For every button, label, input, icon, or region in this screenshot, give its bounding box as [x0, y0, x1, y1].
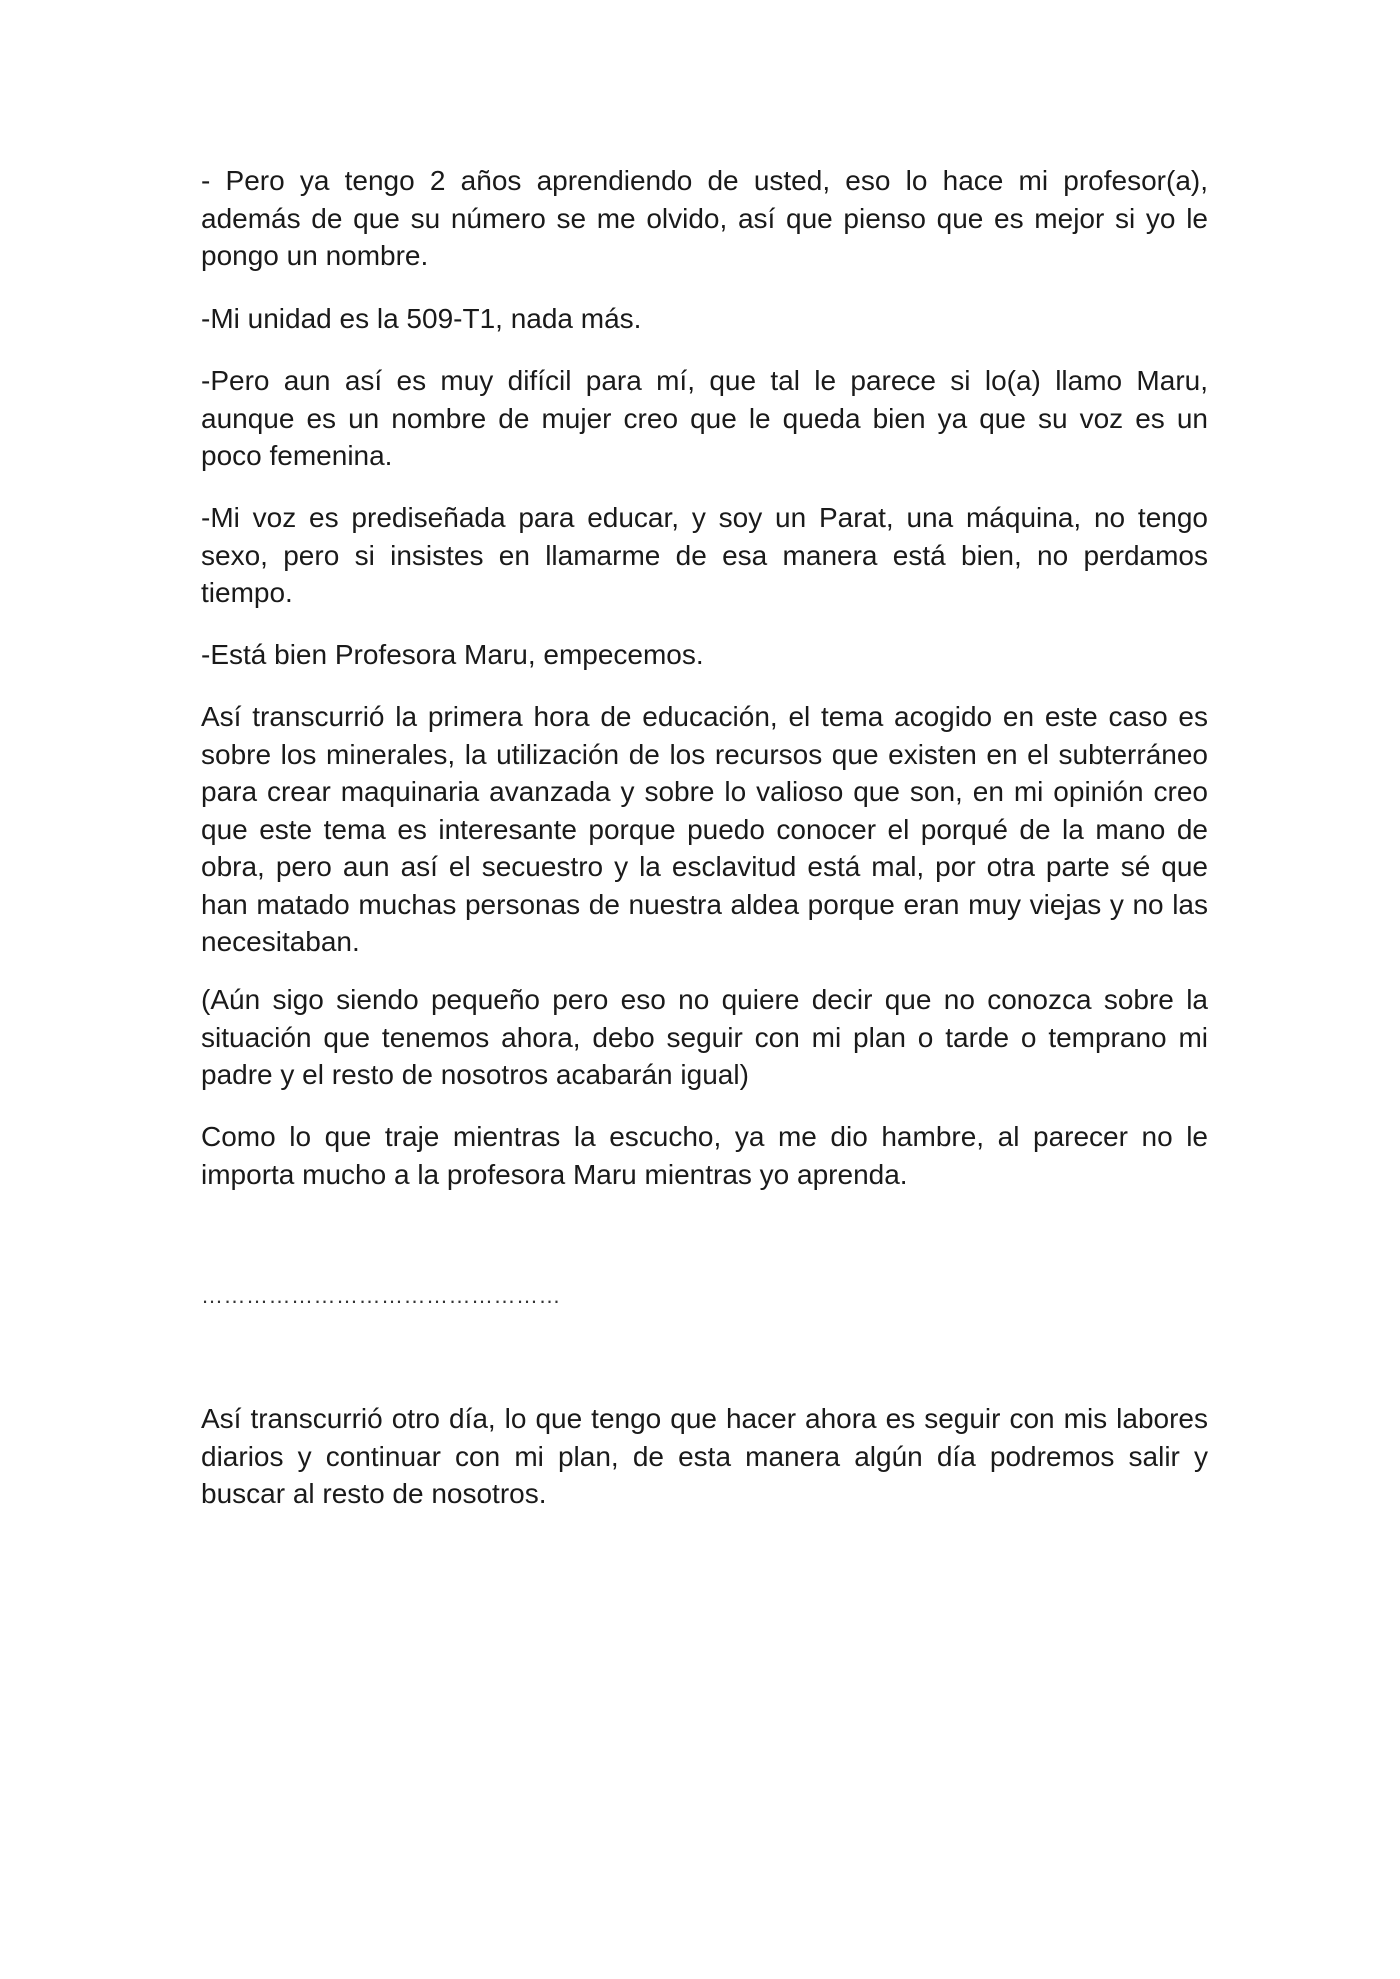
paragraph-2: -Mi unidad es la 509-T1, nada más. — [201, 303, 642, 334]
paragraph-3: -Pero aun así es muy difícil para mí, que tal le parece si lo(a) llamo Maru, aunque es un nombre de mujer creo que le queda bien ya que su voz es un poco femenina. — [201, 365, 1208, 471]
paragraph-4: -Mi voz es prediseñada para educar, y soy un Parat, una máquina, no tengo sexo, pero si insistes en llamarme de esa manera está bien, no perdamos tiempo. — [201, 502, 1208, 608]
paragraph-1: - Pero ya tengo 2 años aprendiendo de usted, eso lo hace mi profesor(a), además de que su número se me olvido, así que pienso que es mejor si yo le pongo un nombre. — [201, 165, 1208, 271]
paragraph-5: -Está bien Profesora Maru, empecemos. — [201, 639, 704, 670]
paragraph-6: Así transcurrió la primera hora de educación, el tema acogido en este caso es sobre los minerales, la utilización de los recursos que existen en el subterráneo para crear maquinaria avanzada y sobre lo valioso que son, en mi opinión creo que este tema es interesante porque puedo conocer el porqué de la mano de obra, pero aun así el secuestro y la esclavitud está mal, por otra parte sé que han matado muchas personas de nuestra aldea porque eran muy viejas y no las necesitaban. — [201, 701, 1208, 957]
section-separator: ………………………………………… — [201, 1283, 561, 1308]
paragraph-7: (Aún sigo siendo pequeño pero eso no quiere decir que no conozca sobre la situación que tenemos ahora, debo seguir con mi plan o tarde o temprano mi padre y el resto de nosotros acabarán igual) — [201, 984, 1208, 1090]
paragraph-8: Como lo que traje mientras la escucho, ya me dio hambre, al parecer no le importa mucho a la profesora Maru mientras yo aprenda. — [201, 1121, 1208, 1190]
closing-paragraph: Así transcurrió otro día, lo que tengo que hacer ahora es seguir con mis labores diarios y continuar con mi plan, de esta manera algún día podremos salir y buscar al resto de nosotros. — [201, 1403, 1208, 1509]
